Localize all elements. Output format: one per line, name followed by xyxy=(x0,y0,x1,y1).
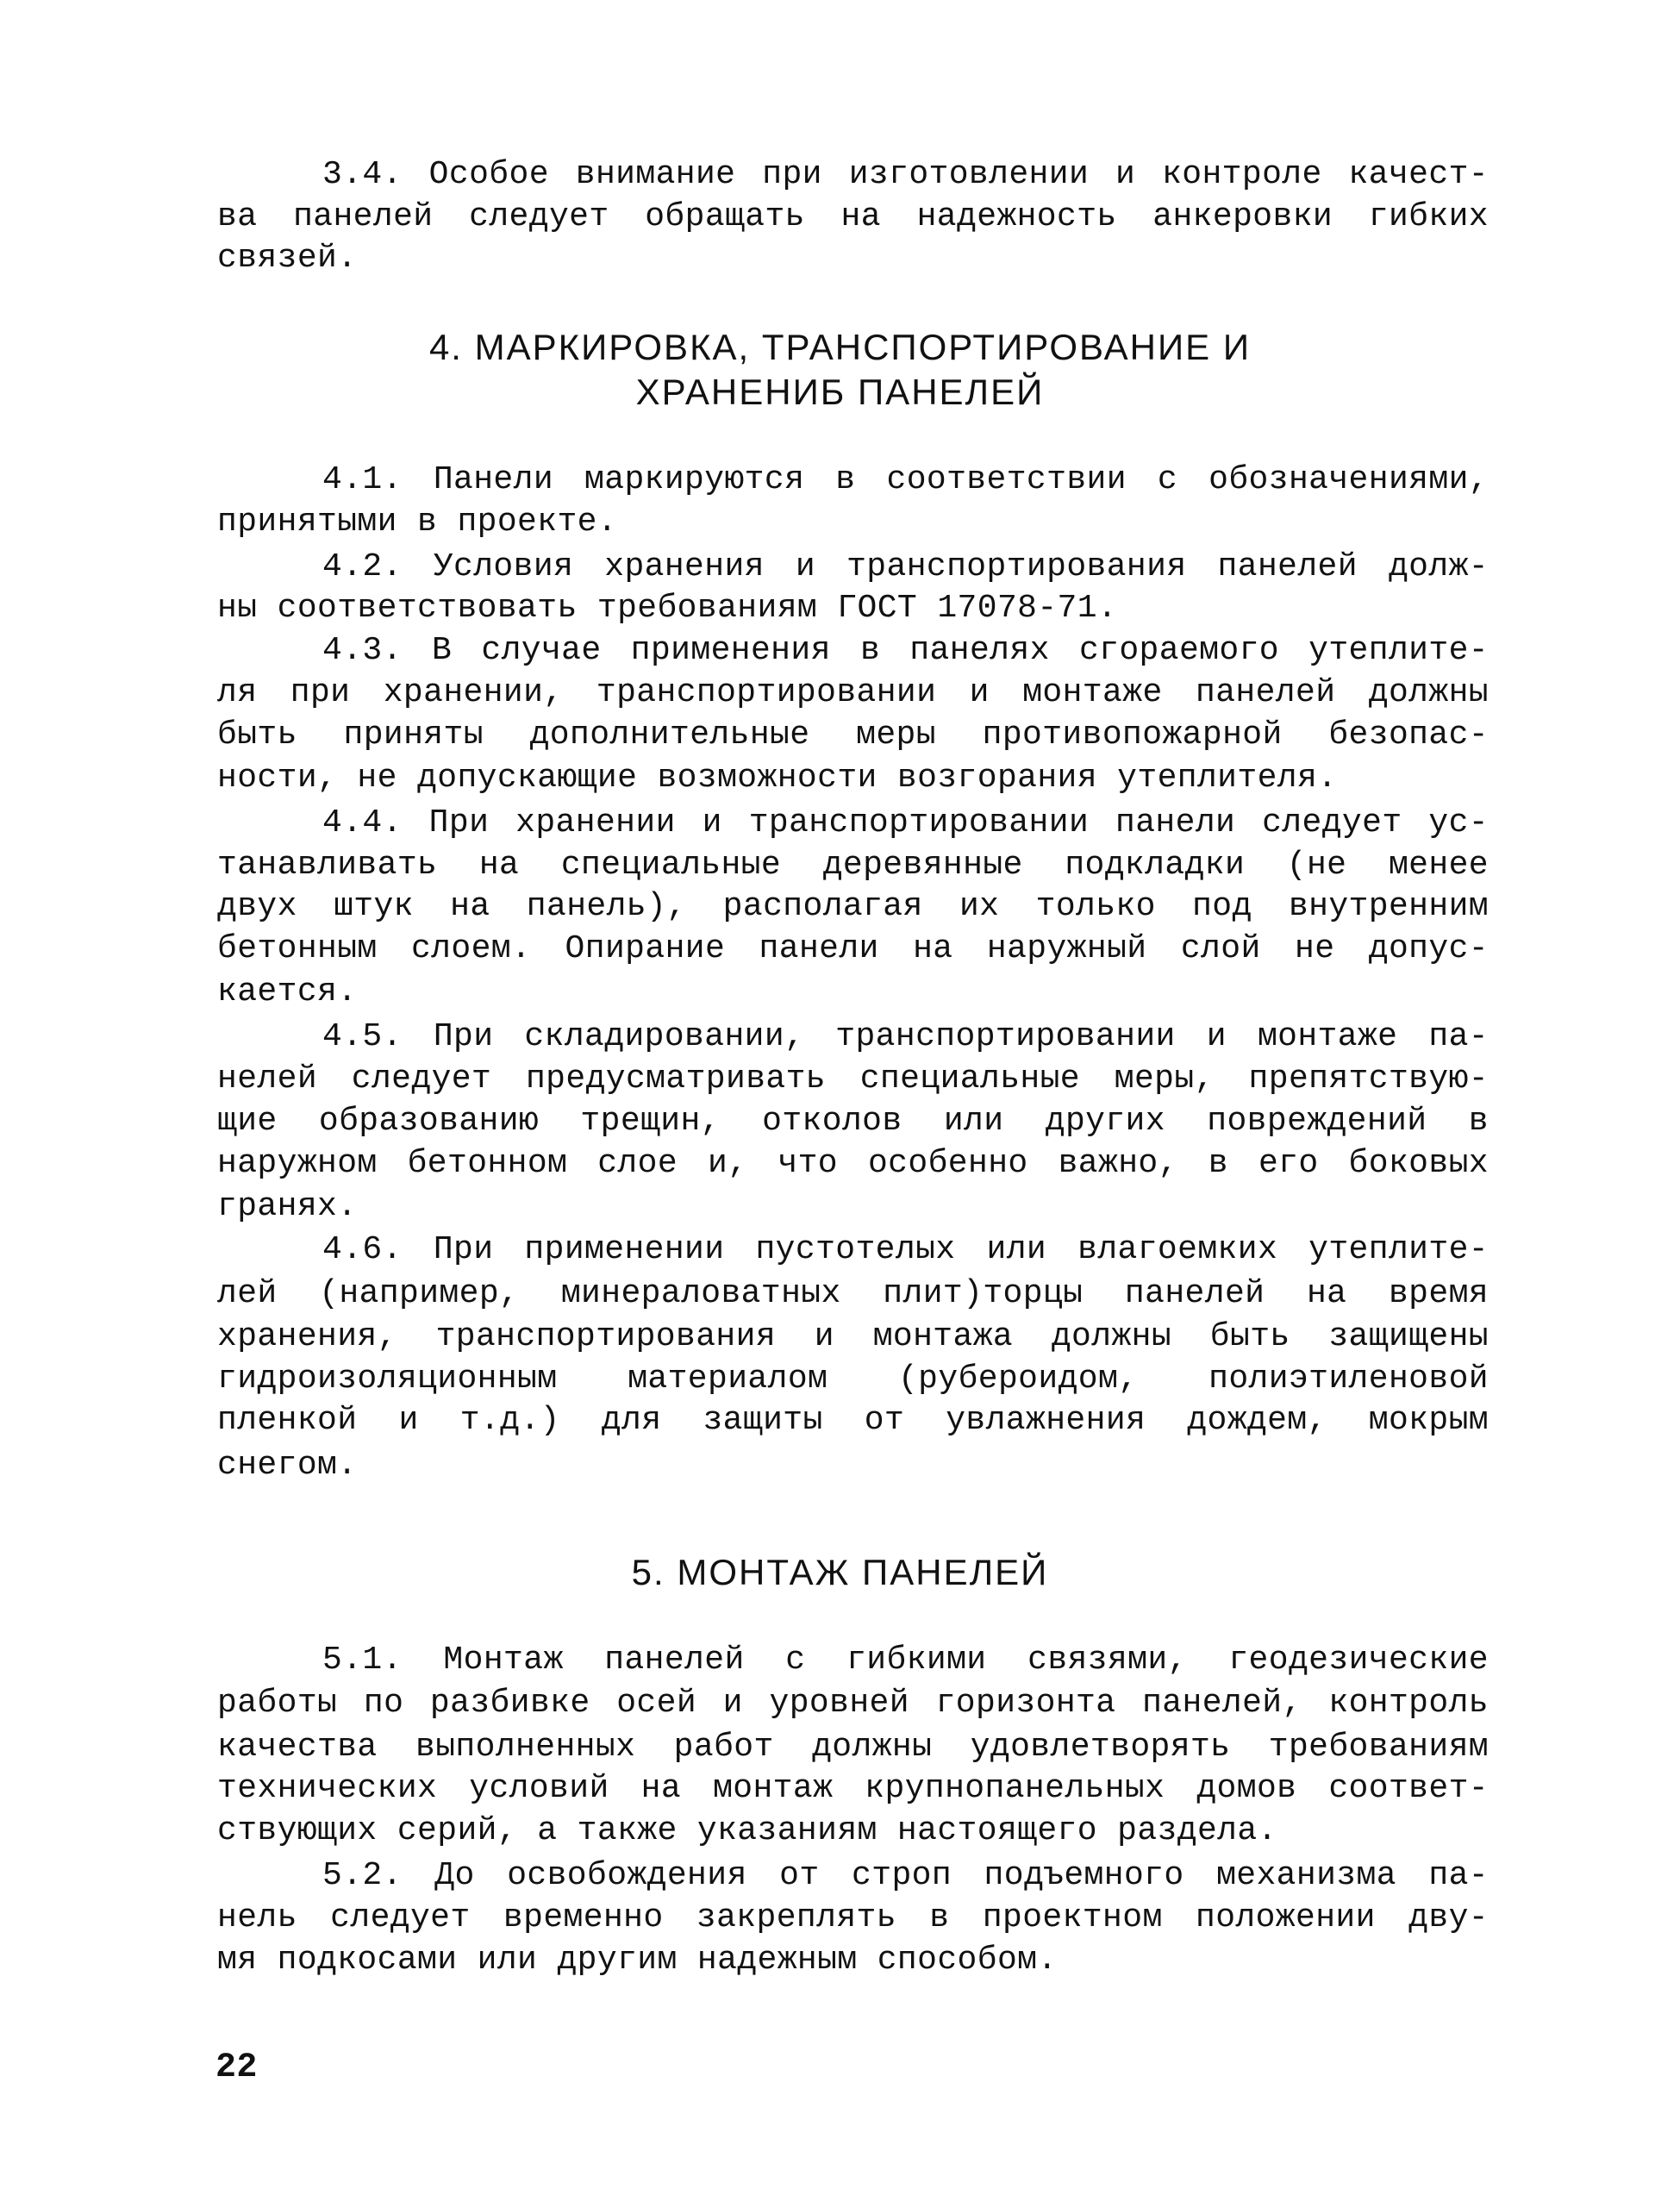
text-line: 4.3. В случае применения в панелях сгораемого утеплите- xyxy=(322,632,1489,669)
text-line: ствующих серий, а также указаниям настоящего раздела. xyxy=(217,1812,1277,1849)
text-line: кается. xyxy=(217,973,358,1010)
text-line: бетонным слоем. Опирание панели на наружный слой не допус- xyxy=(217,930,1489,967)
text-line: лей (например, минераловатных плит)торцы панелей на время xyxy=(217,1275,1489,1312)
text-line: мя подкосами или другим надежным способом. xyxy=(217,1942,1058,1979)
heading-line: ХРАНЕНИБ ПАНЕЛЕЙ xyxy=(635,372,1045,412)
text-line: нелей следует предусматривать специальные меры, препятствую- xyxy=(217,1060,1489,1098)
text-line: 4.5. При складировании, транспортировании и монтаже па- xyxy=(322,1018,1489,1055)
text-line: гранях. xyxy=(217,1188,358,1225)
text-line: хранения, транспортирования и монтажа должны быть защищены xyxy=(217,1318,1489,1355)
text-line: ва панелей следует обращать на надежность анкеровки гибких xyxy=(217,198,1489,235)
text-line: нель следует временно закреплять в проектном положении дву- xyxy=(217,1899,1489,1936)
heading-line: 4. МАРКИРОВКА, ТРАНСПОРТИРОВАНИЕ И xyxy=(428,327,1252,367)
text-line: пленкой и т.д.) для защиты от увлажнения дождем, мокрым xyxy=(217,1402,1489,1439)
text-line: гидроизоляционным материалом (рубероидом, полиэтиленовой xyxy=(217,1360,1489,1398)
text-line: 4.2. Условия хранения и транспортирования панелей долж- xyxy=(322,548,1489,585)
text-line: технических условий на монтаж крупнопанельных домов соответ- xyxy=(217,1770,1489,1807)
text-line: ля при хранении, транспортировании и монтаже панелей должны xyxy=(217,674,1489,711)
text-line: 5.1. Монтаж панелей с гибкими связями, геодезические xyxy=(322,1642,1489,1679)
text-line: ны соответствовать требованиям ГОСТ 17078-71. xyxy=(217,590,1118,627)
heading-line: 5. МОНТАЖ ПАНЕЛЕЙ xyxy=(631,1552,1049,1592)
text-line: танавливать на специальные деревянные подкладки (не менее xyxy=(217,847,1489,884)
text-line: 4.1. Панели маркируются в соответствии с обозначениями, xyxy=(322,461,1489,498)
text-line: 5.2. До освобождения от строп подъемного механизма па- xyxy=(322,1857,1489,1894)
text-line: принятыми в проекте. xyxy=(217,503,618,541)
text-line: 4.4. При хранении и транспортировании панели следует ус- xyxy=(322,804,1489,841)
page-number: 22 xyxy=(215,2048,258,2087)
text-line: снегом. xyxy=(217,1447,358,1484)
text-line: наружном бетонном слое и, что особенно важно, в его боковых xyxy=(217,1145,1489,1182)
text-line: щие образованию трещин, отколов или других повреждений в xyxy=(217,1103,1489,1140)
text-line: работы по разбивке осей и уровней горизонта панелей, контроль xyxy=(217,1685,1489,1722)
text-line: 3.4. Особое внимание при изготовлении и контроле качест- xyxy=(322,156,1489,193)
text-line: быть приняты дополнительные меры противопожарной безопас- xyxy=(217,716,1489,754)
text-line: двух штук на панель), располагая их только под внутренним xyxy=(217,888,1489,925)
text-line: качества выполненных работ должны удовлетворять требованиям xyxy=(217,1729,1489,1766)
text-line: связей. xyxy=(217,240,358,277)
text-line: ности, не допускающие возможности возгорания утеплителя. xyxy=(217,760,1338,797)
text-line: 4.6. При применении пустотелых или влагоемких утеплите- xyxy=(322,1231,1489,1268)
